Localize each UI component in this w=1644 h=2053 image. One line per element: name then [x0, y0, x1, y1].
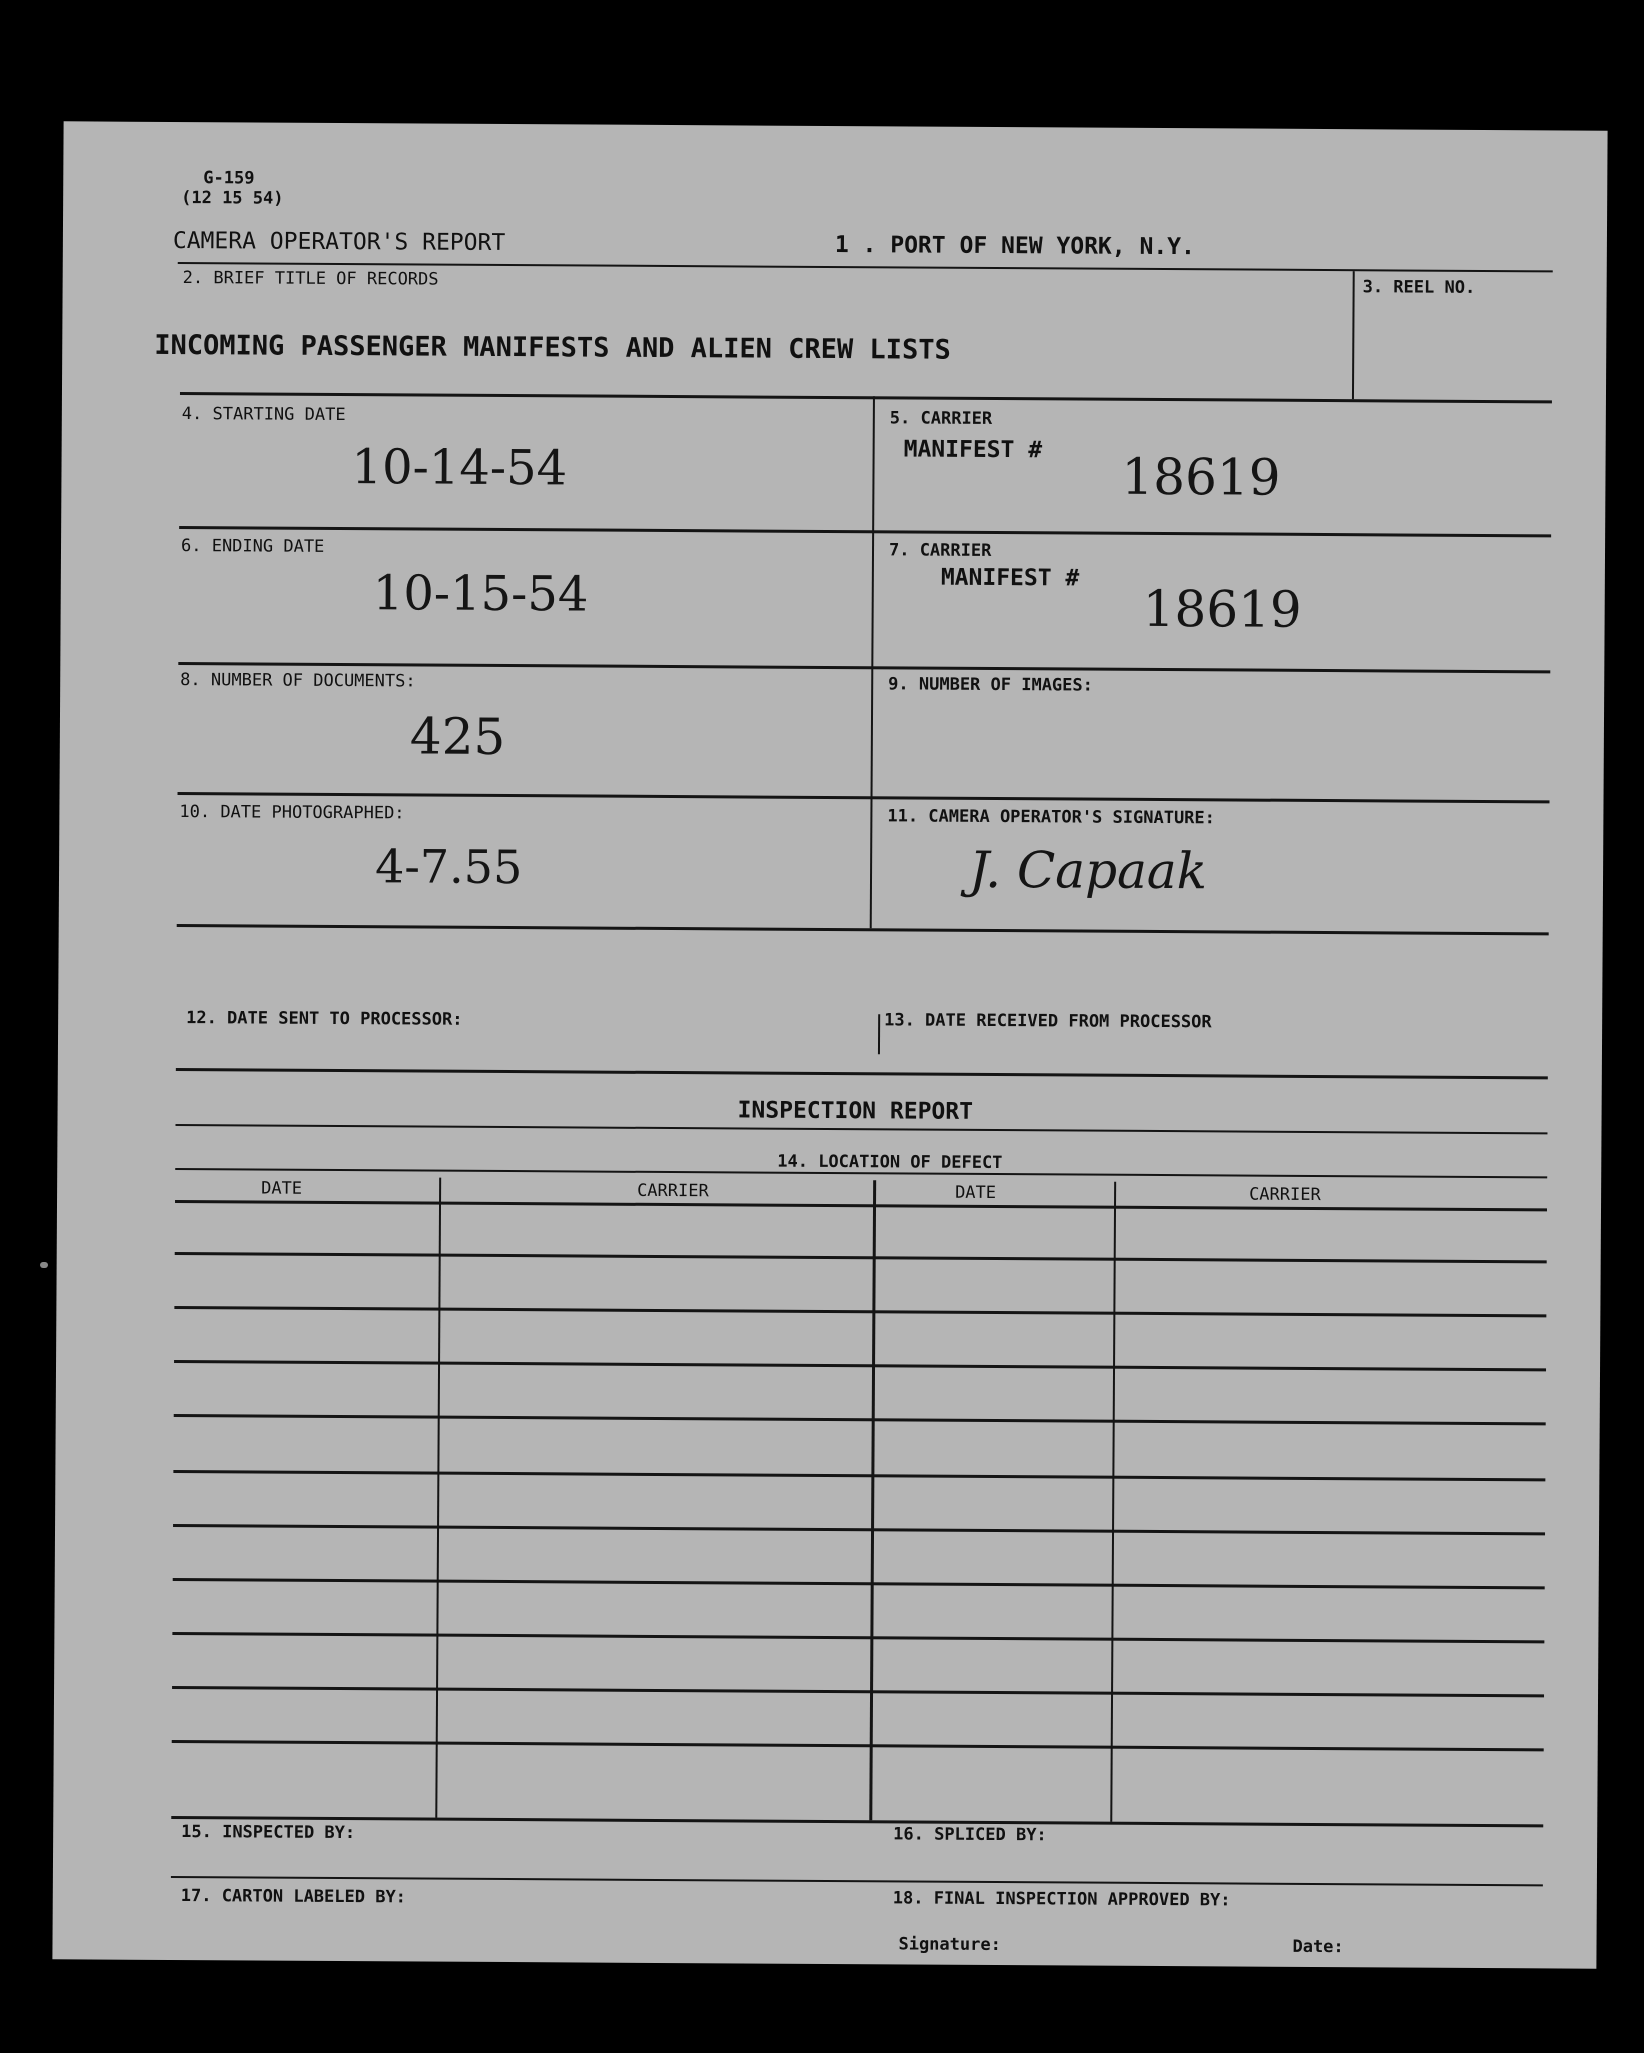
documents-value: 425: [409, 707, 506, 767]
carrier-start-value: 18619: [1121, 447, 1281, 507]
carrier-end-label: 7. CARRIER: [888, 540, 992, 561]
row12-divider: [878, 1014, 880, 1054]
table-column-divider: [435, 1178, 441, 1818]
rule: [176, 1068, 1548, 1079]
signature-label: Signature:: [898, 1934, 1001, 1956]
inspection-title: INSPECTION REPORT: [737, 1097, 974, 1125]
table-rule: [175, 1252, 1547, 1263]
ending-date-value: 10-15-54: [372, 565, 589, 623]
starting-date-label: 4. STARTING DATE: [181, 404, 346, 426]
table-rule: [175, 1200, 1547, 1211]
table-column-divider: [869, 1180, 876, 1820]
carrier-end-value: 18619: [1142, 579, 1302, 639]
records-title: INCOMING PASSENGER MANIFESTS AND ALIEN CREW LISTS: [154, 329, 951, 366]
port-label: 1 . PORT OF NEW YORK, N.Y.: [834, 232, 1195, 261]
carrier-start-prefix: MANIFEST #: [903, 436, 1043, 464]
report-title: CAMERA OPERATOR'S REPORT: [172, 227, 506, 257]
rule: [179, 526, 1551, 537]
center-divider: [870, 396, 875, 928]
rule: [171, 1876, 1543, 1886]
operator-signature-label: 11. CAMERA OPERATOR'S SIGNATURE:: [887, 806, 1215, 829]
form-sheet: [52, 121, 1607, 1968]
documents-label: 8. NUMBER OF DOCUMENTS:: [180, 670, 416, 692]
rule: [180, 392, 1552, 403]
film-speck: [40, 1262, 48, 1268]
table-rule: [174, 1306, 1546, 1317]
table-column-divider: [1110, 1182, 1116, 1822]
carrier-start-label: 5. CARRIER: [889, 408, 993, 429]
table-rule: [174, 1360, 1546, 1371]
table-rule: [172, 1740, 1544, 1751]
table-rule: [172, 1632, 1544, 1643]
rule: [171, 1816, 1543, 1827]
carton-labeled-by-label: 17. CARTON LABELED BY:: [180, 1886, 407, 1908]
date-sent-label: 12. DATE SENT TO PROCESSOR:: [186, 1008, 463, 1030]
table-rule: [173, 1470, 1545, 1481]
reel-label: 3. REEL NO.: [1362, 277, 1476, 298]
reel-divider: [1352, 271, 1355, 399]
column-header-carrier: CARRIER: [1249, 1184, 1321, 1206]
defect-label: 14. LOCATION OF DEFECT: [777, 1151, 1003, 1174]
rule: [177, 924, 1549, 935]
date-photographed-label: 10. DATE PHOTOGRAPHED:: [179, 802, 405, 824]
table-rule: [173, 1524, 1545, 1535]
operator-signature: J. Capaak: [968, 840, 1208, 901]
final-inspection-label: 18. FINAL INSPECTION APPROVED BY:: [892, 1888, 1231, 1911]
column-header-carrier: CARRIER: [637, 1180, 709, 1202]
starting-date-value: 10-14-54: [351, 439, 568, 497]
column-header-date: DATE: [261, 1178, 303, 1199]
carrier-end-prefix: MANIFEST #: [940, 564, 1080, 592]
inspected-by-label: 15. INSPECTED BY:: [181, 1822, 356, 1844]
spliced-by-label: 16. SPLICED BY:: [893, 1824, 1047, 1846]
rule: [175, 1124, 1547, 1134]
records-label: 2. BRIEF TITLE OF RECORDS: [182, 268, 439, 290]
images-label: 9. NUMBER OF IMAGES:: [888, 674, 1093, 696]
rule: [178, 792, 1550, 803]
date-label: Date:: [1292, 1936, 1344, 1958]
table-rule: [173, 1578, 1545, 1589]
form-number: G-159: [203, 168, 255, 189]
date-received-label: 13. DATE RECEIVED FROM PROCESSOR: [884, 1010, 1212, 1033]
form-revision: (12 15 54): [181, 188, 284, 209]
column-header-date: DATE: [955, 1182, 997, 1204]
table-rule: [172, 1686, 1544, 1697]
date-photographed-value: 4-7.55: [374, 839, 523, 895]
ending-date-label: 6. ENDING DATE: [180, 536, 325, 557]
table-rule: [174, 1414, 1546, 1425]
